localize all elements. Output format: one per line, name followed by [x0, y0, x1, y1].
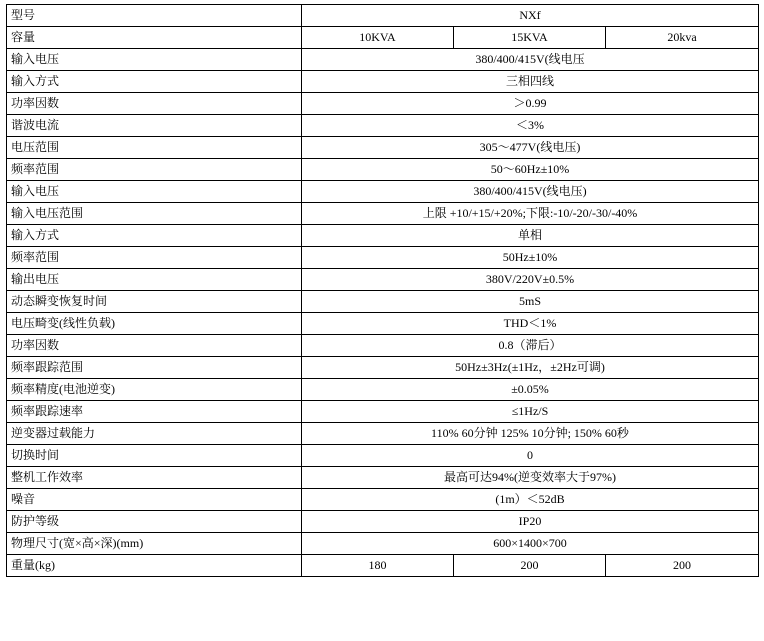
- row-value-col1: 10KVA: [302, 27, 454, 49]
- table-row: [7, 445, 759, 467]
- row-value: 单相: [302, 225, 759, 247]
- row-value: 三相四线: [302, 71, 759, 93]
- row-value: 50Hz±3Hz(±1Hz，±2Hz可调): [302, 357, 759, 379]
- row-value-col2: 200: [454, 555, 606, 577]
- row-value: THD＜1%: [302, 313, 759, 335]
- table-row: [7, 291, 759, 313]
- table-row: [7, 225, 759, 247]
- table-row: [7, 181, 759, 203]
- row-value-col3: 20kva: [606, 27, 759, 49]
- row-value: 5mS: [302, 291, 759, 313]
- row-value-col2: 15KVA: [454, 27, 606, 49]
- row-value: 380V/220V±0.5%: [302, 269, 759, 291]
- table-row: [7, 489, 759, 511]
- table-row: [7, 555, 759, 577]
- row-value: ＞0.99: [302, 93, 759, 115]
- specification-table: [6, 4, 759, 577]
- row-value: ±0.05%: [302, 379, 759, 401]
- table-row: [7, 71, 759, 93]
- table-row: [7, 335, 759, 357]
- table-row: [7, 115, 759, 137]
- row-label: 型号: [7, 5, 302, 27]
- row-value: 上限 +10/+15/+20%;下限:-10/-20/-30/-40%: [302, 203, 759, 225]
- row-value: NXf: [302, 5, 759, 27]
- row-label: 输入电压: [7, 181, 302, 203]
- row-value-col1: 180: [302, 555, 454, 577]
- table-row: [7, 423, 759, 445]
- row-label: 容量: [7, 27, 302, 49]
- row-label: 频率范围: [7, 247, 302, 269]
- row-label: 电压畸变(线性负载): [7, 313, 302, 335]
- row-value-col3: 200: [606, 555, 759, 577]
- row-value: 50Hz±10%: [302, 247, 759, 269]
- row-label: 重量(kg): [7, 555, 302, 577]
- row-value: ≤1Hz/S: [302, 401, 759, 423]
- row-label: 输入方式: [7, 225, 302, 247]
- table-row: [7, 511, 759, 533]
- row-label: 频率范围: [7, 159, 302, 181]
- row-label: 输入电压: [7, 49, 302, 71]
- row-value: IP20: [302, 511, 759, 533]
- row-value: 110% 60分钟 125% 10分钟; 150% 60秒: [302, 423, 759, 445]
- row-label: 功率因数: [7, 335, 302, 357]
- table-row: [7, 313, 759, 335]
- row-label: 整机工作效率: [7, 467, 302, 489]
- row-value: 0: [302, 445, 759, 467]
- row-label: 谐波电流: [7, 115, 302, 137]
- row-value: 380/400/415V(线电压: [302, 49, 759, 71]
- row-label: 电压范围: [7, 137, 302, 159]
- row-label: 输出电压: [7, 269, 302, 291]
- row-value: 最高可达94%(逆变效率大于97%): [302, 467, 759, 489]
- row-label: 频率跟踪范围: [7, 357, 302, 379]
- row-label: 物理尺寸(宽×高×深)(mm): [7, 533, 302, 555]
- row-label: 噪音: [7, 489, 302, 511]
- row-value: 305～477V(线电压): [302, 137, 759, 159]
- row-label: 动态瞬变恢复时间: [7, 291, 302, 313]
- row-label: 防护等级: [7, 511, 302, 533]
- table-row: [7, 137, 759, 159]
- row-label: 频率精度(电池逆变): [7, 379, 302, 401]
- row-value: (1m）＜52dB: [302, 489, 759, 511]
- row-value: 380/400/415V(线电压): [302, 181, 759, 203]
- row-label: 功率因数: [7, 93, 302, 115]
- table-row: [7, 533, 759, 555]
- table-row: [7, 467, 759, 489]
- row-label: 逆变器过载能力: [7, 423, 302, 445]
- table-row: [7, 401, 759, 423]
- table-row: [7, 379, 759, 401]
- row-value: 50～60Hz±10%: [302, 159, 759, 181]
- row-label: 输入电压范围: [7, 203, 302, 225]
- table-row: [7, 93, 759, 115]
- table-row: [7, 269, 759, 291]
- table-row: [7, 49, 759, 71]
- row-value: ＜3%: [302, 115, 759, 137]
- table-row: [7, 27, 759, 49]
- row-label: 输入方式: [7, 71, 302, 93]
- row-label: 频率跟踪速率: [7, 401, 302, 423]
- table-row: [7, 159, 759, 181]
- table-body: [7, 5, 759, 577]
- table-row: [7, 357, 759, 379]
- table-row: [7, 247, 759, 269]
- row-label: 切换时间: [7, 445, 302, 467]
- table-row: [7, 5, 759, 27]
- table-row: [7, 203, 759, 225]
- row-value: 600×1400×700: [302, 533, 759, 555]
- row-value: 0.8（滞后）: [302, 335, 759, 357]
